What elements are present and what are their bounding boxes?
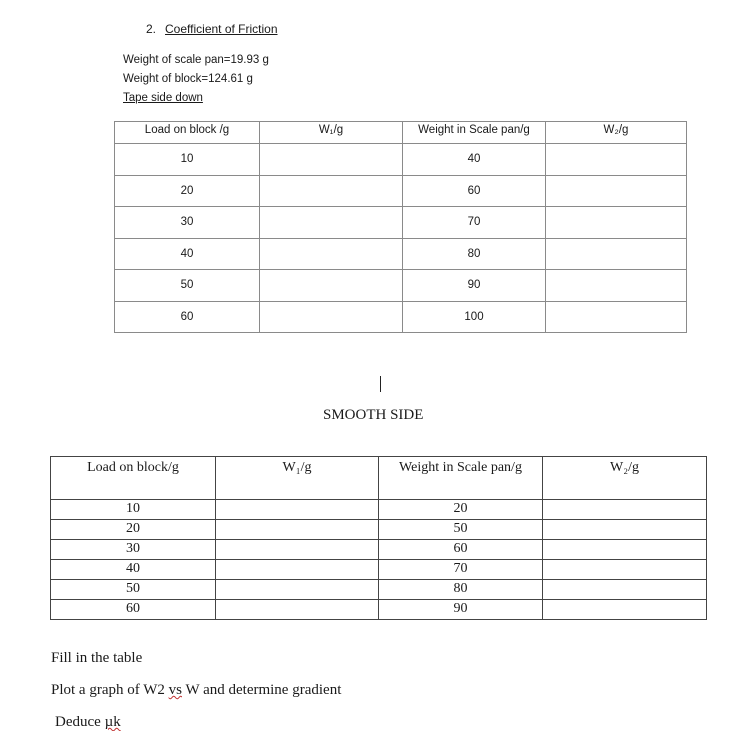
cell-w2[interactable] (546, 144, 687, 176)
cell-w2[interactable] (546, 207, 687, 239)
cell-load: 40 (51, 560, 216, 580)
tape-side-label: Tape side down (123, 92, 203, 104)
table-row (51, 560, 707, 580)
cell-w1[interactable] (260, 144, 403, 176)
header-w1: W₁/g (260, 122, 403, 144)
cell-load: 50 (51, 580, 216, 600)
header-w1: W₁/g (216, 457, 379, 500)
cell-w2[interactable] (546, 175, 687, 207)
smooth-side-label: SMOOTH SIDE (323, 407, 424, 423)
cell-w2[interactable] (543, 540, 707, 560)
cell-w2[interactable] (543, 500, 707, 520)
cell-w2[interactable] (543, 600, 707, 620)
cell-scale-pan: 90 (379, 600, 543, 620)
cell-load: 10 (51, 500, 216, 520)
cell-scale-pan: 60 (379, 540, 543, 560)
instruction-deduce (55, 714, 121, 731)
cell-load: 50 (115, 270, 260, 302)
header-scale-pan: Weight in Scale pan/g (379, 457, 543, 500)
cell-w2[interactable] (543, 520, 707, 540)
block-weight: Weight of block=124.61 g (123, 73, 253, 85)
header-load: Load on block/g (51, 457, 216, 500)
cell-w1[interactable] (216, 520, 379, 540)
cell-w1[interactable] (260, 207, 403, 239)
plot-text-vs: vs (168, 682, 182, 698)
cell-load: 20 (115, 175, 260, 207)
table-row (115, 301, 687, 333)
cell-load: 30 (115, 207, 260, 239)
cell-scale-pan: 80 (403, 238, 546, 270)
section-title: Coefficient of Friction (165, 22, 278, 36)
tape-side-table (114, 121, 687, 333)
table-row (51, 580, 707, 600)
cell-scale-pan: 70 (403, 207, 546, 239)
cell-scale-pan: 50 (379, 520, 543, 540)
section-heading (146, 22, 278, 36)
cell-w1[interactable] (216, 600, 379, 620)
header-w2: W₂/g (546, 122, 687, 144)
table-row (51, 500, 707, 520)
table-row (115, 175, 687, 207)
plot-text-end: W and determine gradient (181, 682, 342, 698)
cell-load: 60 (51, 600, 216, 620)
text-cursor (380, 376, 381, 392)
cell-w2[interactable] (543, 560, 707, 580)
table-row (115, 207, 687, 239)
table-row (51, 540, 707, 560)
table-row (51, 520, 707, 540)
instruction-fill: Fill in the table (51, 650, 143, 666)
cell-w2[interactable] (543, 580, 707, 600)
cell-scale-pan: 70 (379, 560, 543, 580)
table-header-row (115, 122, 687, 144)
table-row (51, 600, 707, 620)
cell-w1[interactable] (216, 540, 379, 560)
cell-w2[interactable] (546, 301, 687, 333)
cell-scale-pan: 90 (403, 270, 546, 302)
cell-scale-pan: 100 (403, 301, 546, 333)
cell-load: 40 (115, 238, 260, 270)
cell-w1[interactable] (260, 175, 403, 207)
cell-scale-pan: 20 (379, 500, 543, 520)
table-row (115, 238, 687, 270)
plot-text-start: Plot a graph of W2 (51, 682, 169, 698)
cell-w2[interactable] (546, 238, 687, 270)
cell-load: 10 (115, 144, 260, 176)
cell-load: 60 (115, 301, 260, 333)
header-w2: W₂/g (543, 457, 707, 500)
cell-scale-pan: 60 (403, 175, 546, 207)
deduce-text: Deduce (55, 714, 105, 730)
cell-w1[interactable] (260, 270, 403, 302)
cell-w1[interactable] (216, 580, 379, 600)
cell-load: 30 (51, 540, 216, 560)
header-scale-pan: Weight in Scale pan/g (403, 122, 546, 144)
instruction-plot (51, 682, 341, 699)
scale-pan-weight: Weight of scale pan=19.93 g (123, 54, 269, 66)
table-row (115, 144, 687, 176)
cell-w1[interactable] (216, 560, 379, 580)
cell-scale-pan: 40 (403, 144, 546, 176)
cell-w1[interactable] (216, 500, 379, 520)
smooth-side-table (50, 456, 707, 620)
cell-scale-pan: 80 (379, 580, 543, 600)
header-load: Load on block /g (115, 122, 260, 144)
section-number: 2. (146, 22, 157, 36)
cell-load: 20 (51, 520, 216, 540)
cell-w1[interactable] (260, 238, 403, 270)
table-header-row (51, 457, 707, 500)
deduce-symbol: µk (104, 714, 121, 730)
cell-w1[interactable] (260, 301, 403, 333)
table-row (115, 270, 687, 302)
cell-w2[interactable] (546, 270, 687, 302)
